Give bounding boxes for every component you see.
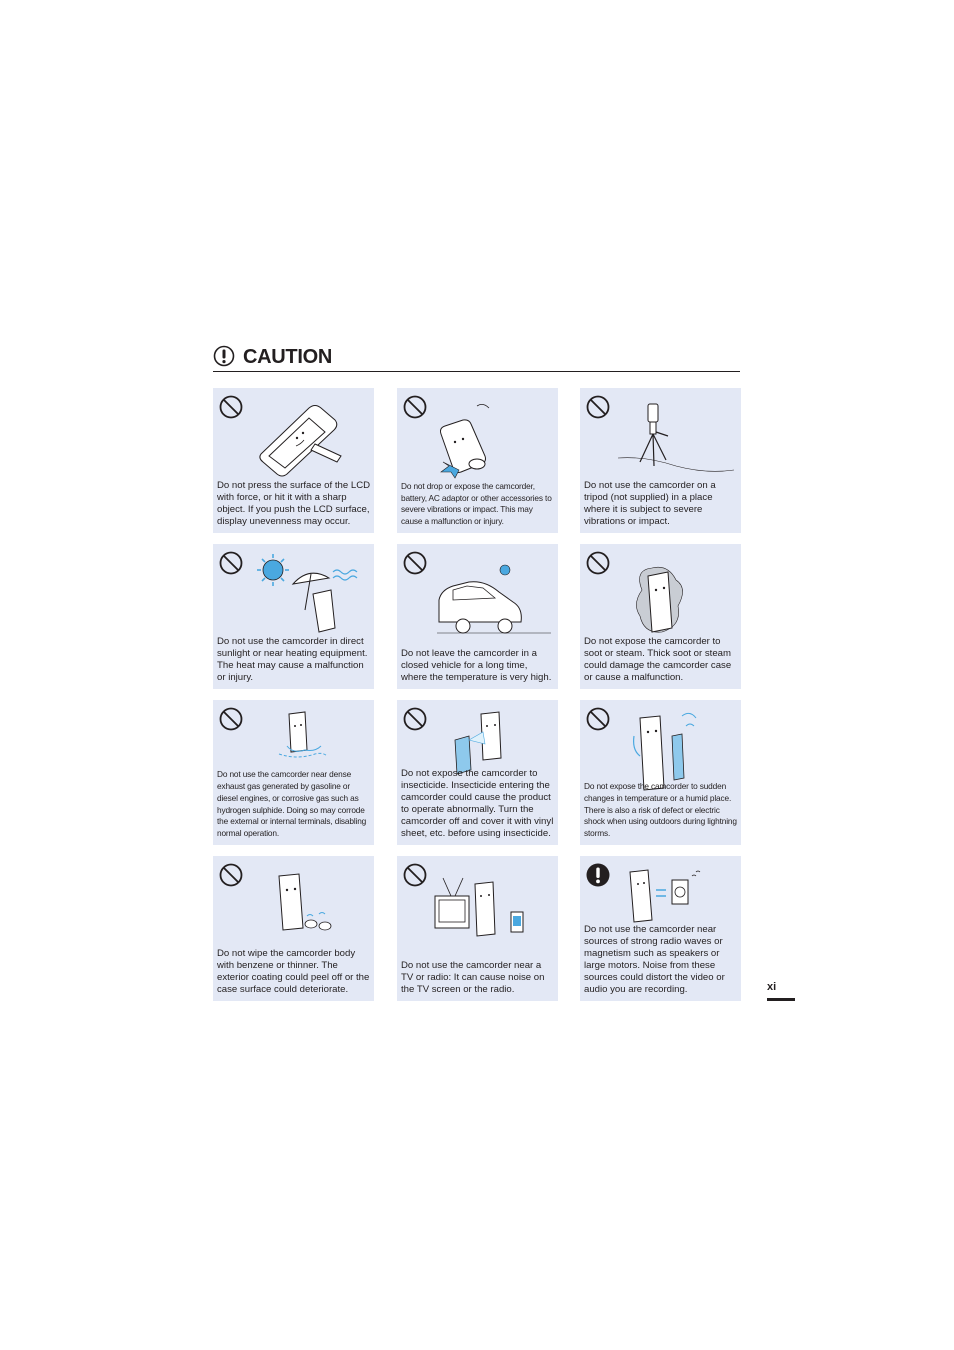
prohibited-icon bbox=[403, 551, 427, 575]
warning-icon bbox=[586, 863, 610, 887]
prohibited-icon bbox=[586, 707, 610, 731]
caution-card-tripod bbox=[580, 388, 741, 533]
caution-card-insecticide bbox=[397, 700, 558, 845]
caution-text: Do not use the camcorder near sources of strong radio waves or magnetism such as speakers or large motors. Noise from these sources could distort the video or audio you are recording. bbox=[584, 924, 725, 995]
caution-card-benzene bbox=[213, 856, 374, 1001]
prohibited-icon bbox=[403, 395, 427, 419]
caution-card-drop bbox=[397, 388, 558, 533]
caution-text: Do not expose the camcorder to sudden changes in temperature or a humid place. There is also a risk of defect or electric shock when using outdoors during lightning storms. bbox=[584, 781, 737, 839]
caution-text: Do not drop or expose the camcorder, battery, AC adaptor or other accessories to severe vibrations or impact. This may cause a malfunction or injury. bbox=[401, 480, 552, 527]
page-number-rule bbox=[767, 998, 795, 1001]
caution-text: Do not expose the camcorder to insecticide. Insecticide entering the camcorder could cause the product to operate abnormally. Turn the camcorder off and cover it with vinyl sheet, etc. before using insecticide. bbox=[401, 768, 554, 839]
drop-illustration bbox=[433, 394, 553, 482]
caution-card-tv-radio bbox=[397, 856, 558, 1001]
caution-text: Do not wipe the camcorder body with benzene or thinner. The exterior coating could peel off or the case surface could deteriorate. bbox=[217, 948, 370, 995]
vehicle-illustration bbox=[433, 550, 553, 638]
caution-text: Do not use the camcorder in direct sunlight or near heating equipment. The heat may cause a malfunction or injury. bbox=[217, 636, 368, 683]
caution-text: Do not press the surface of the LCD with force, or hit it with a sharp object. If you push the LCD surface, display unevenness may occur. bbox=[217, 480, 371, 527]
caution-card-vehicle bbox=[397, 544, 558, 689]
caution-card-gas bbox=[213, 700, 374, 845]
caution-card-sunlight bbox=[213, 544, 374, 689]
caution-text: Do not use the camcorder near a TV or radio: It can cause noise on the TV screen or the radio. bbox=[401, 960, 545, 995]
caution-card-steam bbox=[580, 544, 741, 689]
lcd-press-illustration bbox=[249, 394, 369, 482]
exclamation-circle-icon bbox=[213, 345, 235, 367]
caution-text: Do not leave the camcorder in a closed vehicle for a long time, where the temperature is very high. bbox=[401, 648, 552, 683]
prohibited-icon bbox=[586, 395, 610, 419]
steam-illustration bbox=[616, 550, 736, 638]
sunlight-illustration bbox=[249, 550, 369, 638]
benzene-illustration bbox=[249, 862, 369, 950]
prohibited-icon bbox=[219, 863, 243, 887]
caution-card-humidity bbox=[580, 700, 741, 845]
caution-header bbox=[213, 344, 740, 372]
caution-text: Do not use the camcorder near dense exhaust gas generated by gasoline or diesel engines, or corrosive gas such as hydrogen sulphide. Doing so may corrode the external or internal terminals, disabling normal operation. bbox=[217, 769, 367, 839]
prohibited-icon bbox=[219, 551, 243, 575]
caution-card-speaker bbox=[580, 856, 741, 1001]
prohibited-icon bbox=[219, 707, 243, 731]
caution-text: Do not expose the camcorder to soot or steam. Thick soot or steam could damage the camcorder case or cause a malfunction. bbox=[584, 636, 732, 683]
prohibited-icon bbox=[403, 707, 427, 731]
prohibited-icon bbox=[403, 863, 427, 887]
page-number: xi bbox=[767, 981, 777, 993]
page-title: CAUTION bbox=[243, 346, 333, 368]
prohibited-icon bbox=[586, 551, 610, 575]
caution-card-lcd-press bbox=[213, 388, 374, 533]
caution-text: Do not use the camcorder on a tripod (not supplied) in a place where it is subject to severe vibrations or impact. bbox=[584, 480, 716, 527]
tv-radio-illustration bbox=[433, 862, 553, 950]
prohibited-icon bbox=[219, 395, 243, 419]
tripod-illustration bbox=[616, 394, 736, 482]
